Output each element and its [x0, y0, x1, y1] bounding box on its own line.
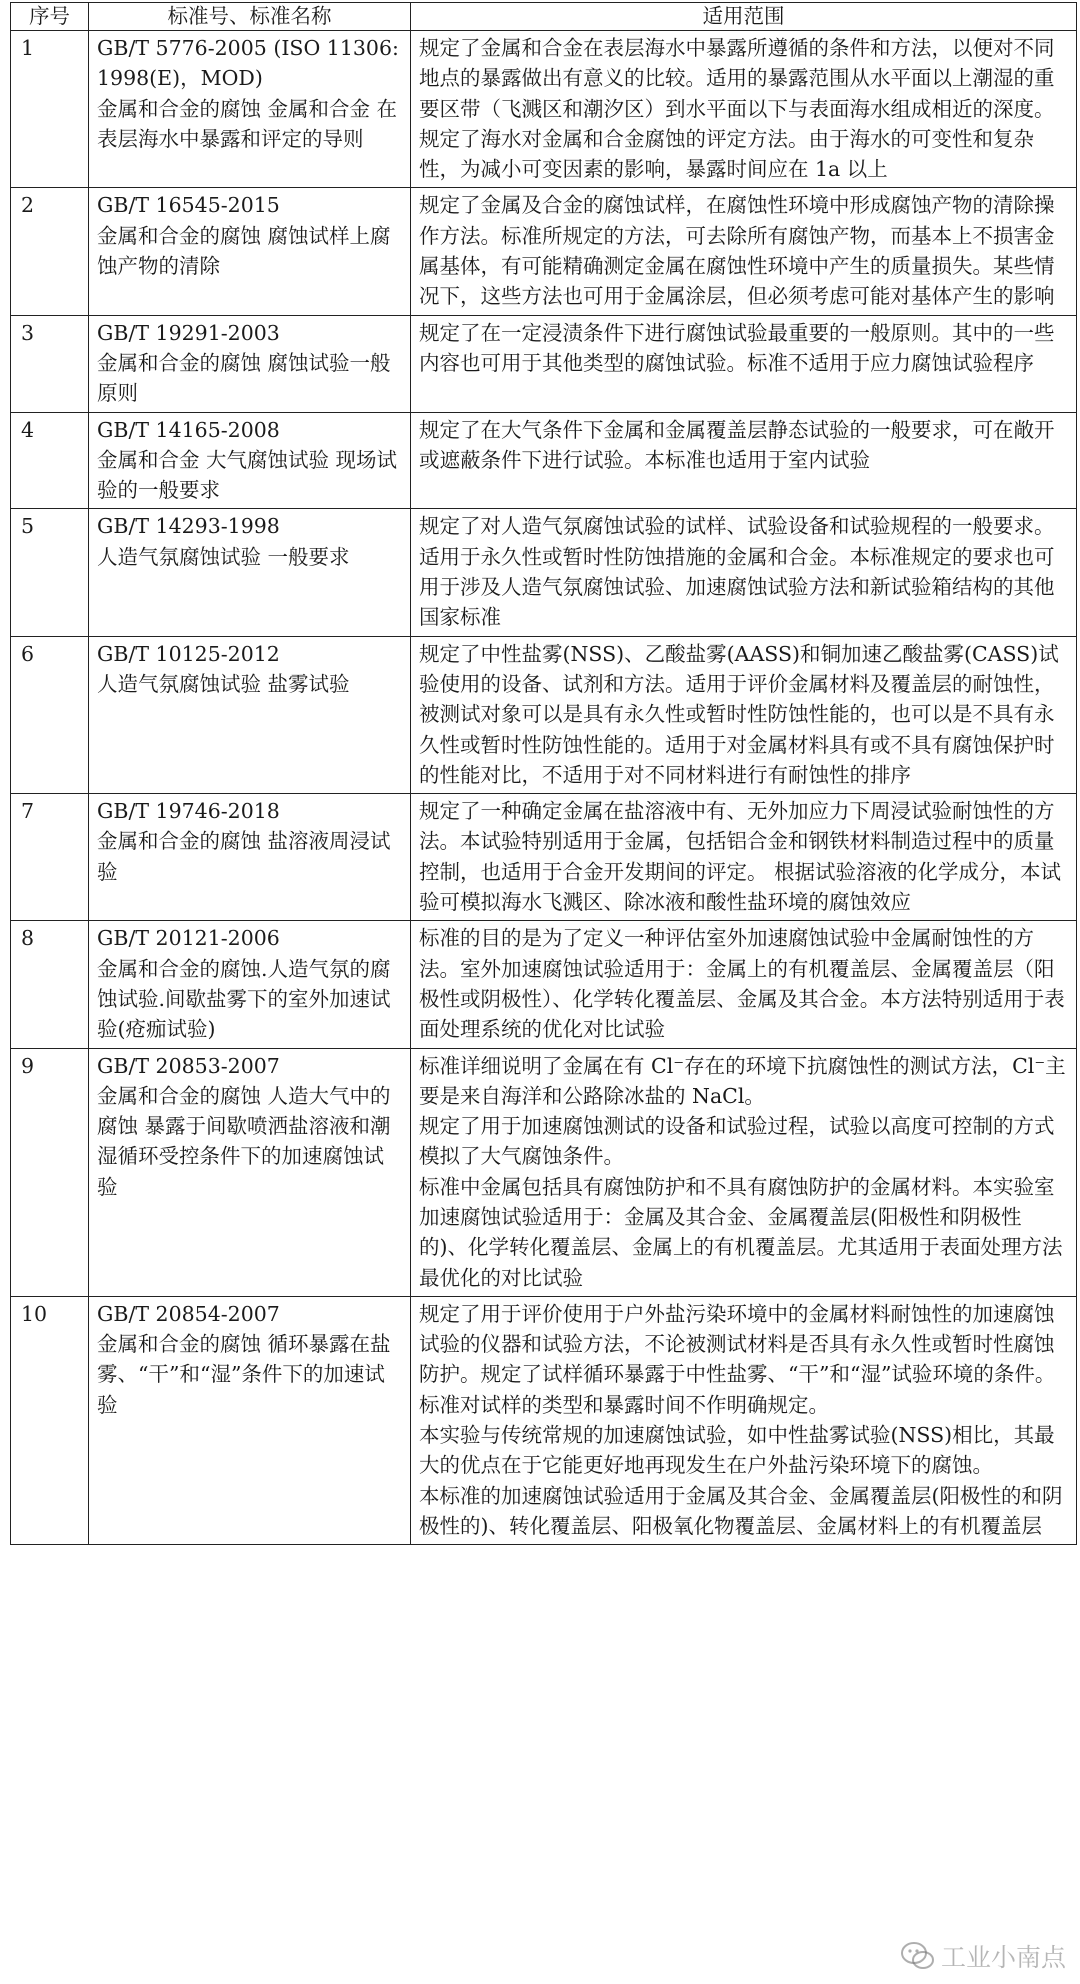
header-scope: 适用范围	[411, 3, 1077, 31]
row-number: 1	[11, 31, 89, 188]
row-number: 9	[11, 1048, 89, 1296]
row-scope: 规定了中性盐雾(NSS)、乙酸盐雾(AASS)和铜加速乙酸盐雾(CASS)试验使用的设备、试剂和方法。适用于评价金属材料及覆盖层的耐蚀性，被测试对象可以是具有永久性或暂时性防蚀性能的，也可以是不具有永久性或暂时性防蚀性能的。适用于对金属材料具有或不具有腐蚀保护时的性能对比，不适用于对不同材料进行有耐蚀性的排序	[411, 636, 1077, 793]
standards-table	[10, 2, 1077, 1545]
header-row	[11, 3, 1077, 31]
table-row	[11, 412, 1077, 509]
row-number: 2	[11, 188, 89, 315]
row-number: 3	[11, 315, 89, 412]
row-scope: 规定了在大气条件下金属和金属覆盖层静态试验的一般要求，可在敞开或遮蔽条件下进行试验。本标准也适用于室内试验	[411, 412, 1077, 509]
row-number: 5	[11, 509, 89, 636]
row-standard: GB/T 19291-2003 金属和合金的腐蚀 腐蚀试验一般原则	[89, 315, 411, 412]
table-row	[11, 1048, 1077, 1296]
row-standard: GB/T 20854-2007 金属和合金的腐蚀 循环暴露在盐雾、“干”和“湿”条件下的加速试验	[89, 1296, 411, 1544]
row-standard: GB/T 20121-2006 金属和合金的腐蚀.人造气氛的腐蚀试验.间歇盐雾下的室外加速试验(疮痂试验)	[89, 921, 411, 1048]
row-scope: 规定了金属和合金在表层海水中暴露所遵循的条件和方法，以便对不同地点的暴露做出有意义的比较。适用的暴露范围从水平面以上潮湿的重要区带（飞溅区和潮汐区）到水平面以下与表面海水组成相近的深度。规定了海水对金属和合金腐蚀的评定方法。由于海水的可变性和复杂性，为减小可变因素的影响，暴露时间应在 1a 以上	[411, 31, 1077, 188]
row-number: 4	[11, 412, 89, 509]
table-row	[11, 794, 1077, 921]
wechat-icon	[901, 1941, 935, 1971]
row-standard: GB/T 16545-2015 金属和合金的腐蚀 腐蚀试样上腐蚀产物的清除	[89, 188, 411, 315]
table-row	[11, 315, 1077, 412]
table-row	[11, 31, 1077, 188]
watermark-text: 工业小南点	[940, 1943, 1066, 1972]
watermark	[901, 1938, 1066, 1974]
row-standard: GB/T 14165-2008 金属和合金 大气腐蚀试验 现场试验的一般要求	[89, 412, 411, 509]
table-row	[11, 636, 1077, 793]
row-standard: GB/T 10125-2012 人造气氛腐蚀试验 盐雾试验	[89, 636, 411, 793]
table-row	[11, 509, 1077, 636]
row-number: 8	[11, 921, 89, 1048]
row-scope: 规定了用于评价使用于户外盐污染环境中的金属材料耐蚀性的加速腐蚀试验的仪器和试验方法，不论被测试材料是否具有永久性或暂时性腐蚀防护。规定了试样循环暴露于中性盐雾、“干”和“湿”试验环境的条件。标准对试样的类型和暴露时间不作明确规定。 本实验与传统常规的加速腐蚀试验，如中性盐雾试验(NSS)相比，其最大的优点在于它能更好地再现发生在户外盐污染环境下的腐蚀。 本标准的加速腐蚀试验适用于金属及其合金、金属覆盖层(阳极性的和阴极性的)、转化覆盖层、阳极氧化物覆盖层、金属材料上的有机覆盖层	[411, 1296, 1077, 1544]
row-number: 7	[11, 794, 89, 921]
row-scope: 标准的目的是为了定义一种评估室外加速腐蚀试验中金属耐蚀性的方法。室外加速腐蚀试验适用于：金属上的有机覆盖层、金属覆盖层（阳极性或阴极性）、化学转化覆盖层、金属及其合金。本方法特别适用于表面处理系统的优化对比试验	[411, 921, 1077, 1048]
row-scope: 规定了一种确定金属在盐溶液中有、无外加应力下周浸试验耐蚀性的方法。本试验特别适用于金属，包括铝合金和钢铁材料制造过程中的质量控制，也适用于合金开发期间的评定。 根据试验溶液的化学成分，本试验可模拟海水飞溅区、除冰液和酸性盐环境的腐蚀效应	[411, 794, 1077, 921]
header-standard: 标准号、标准名称	[89, 3, 411, 31]
row-number: 10	[11, 1296, 89, 1544]
row-scope: 标准详细说明了金属在有 Cl⁻存在的环境下抗腐蚀性的测试方法，Cl⁻主要是来自海洋和公路除冰盐的 NaCl。 规定了用于加速腐蚀测试的设备和试验过程，试验以高度可控制的方式模拟了大气腐蚀条件。 标准中金属包括具有腐蚀防护和不具有腐蚀防护的金属材料。本实验室加速腐蚀试验适用于：金属及其合金、金属覆盖层(阳极性和阴极性的)、化学转化覆盖层、金属上的有机覆盖层。尤其适用于表面处理方法最优化的对比试验	[411, 1048, 1077, 1296]
row-standard: GB/T 20853-2007 金属和合金的腐蚀 人造大气中的腐蚀 暴露于间歇喷洒盐溶液和潮湿循环受控条件下的加速腐蚀试验	[89, 1048, 411, 1296]
table-row	[11, 188, 1077, 315]
row-standard: GB/T 19746-2018 金属和合金的腐蚀 盐溶液周浸试验	[89, 794, 411, 921]
header-serial-number: 序号	[11, 3, 89, 31]
row-standard: GB/T 14293-1998 人造气氛腐蚀试验 一般要求	[89, 509, 411, 636]
row-scope: 规定了金属及合金的腐蚀试样，在腐蚀性环境中形成腐蚀产物的清除操作方法。标准所规定的方法，可去除所有腐蚀产物，而基本上不损害金属基体，有可能精确测定金属在腐蚀性环境中产生的质量损失。某些情况下，这些方法也可用于金属涂层，但必须考虑可能对基体产生的影响	[411, 188, 1077, 315]
table-row	[11, 921, 1077, 1048]
row-scope: 规定了对人造气氛腐蚀试验的试样、试验设备和试验规程的一般要求。 适用于永久性或暂时性防蚀措施的金属和合金。本标准规定的要求也可用于涉及人造气氛腐蚀试验、加速腐蚀试验方法和新试验箱结构的其他国家标准	[411, 509, 1077, 636]
table-row	[11, 1296, 1077, 1544]
row-number: 6	[11, 636, 89, 793]
row-standard: GB/T 5776-2005 (ISO 11306:1998(E)，MOD) 金属和合金的腐蚀 金属和合金 在表层海水中暴露和评定的导则	[89, 31, 411, 188]
row-scope: 规定了在一定浸渍条件下进行腐蚀试验最重要的一般原则。其中的一些内容也可用于其他类型的腐蚀试验。标准不适用于应力腐蚀试验程序	[411, 315, 1077, 412]
